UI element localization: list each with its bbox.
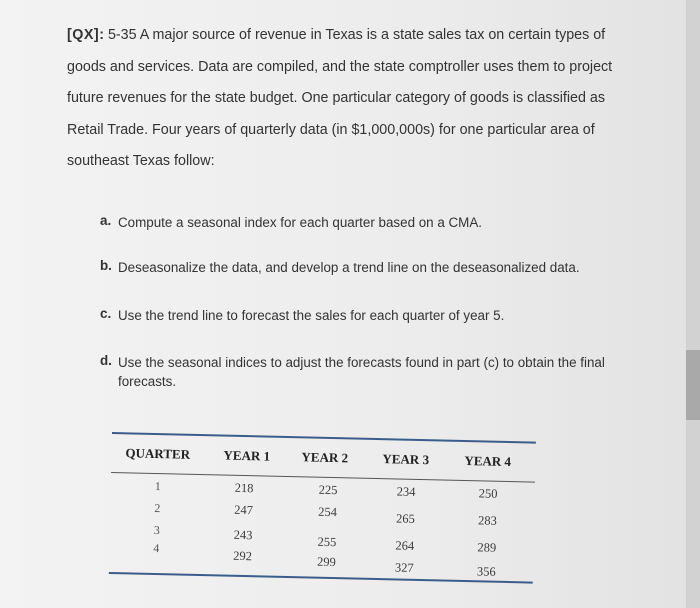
table-cell-r2-y2: 254 bbox=[318, 504, 338, 520]
table-cell-r2-y1: 247 bbox=[234, 502, 254, 518]
part-d-text: Use the seasonal indices to adjust the forecasts found in part (c) to obtain the final forecasts. bbox=[118, 355, 605, 389]
table-cell-r1-y1: 218 bbox=[234, 480, 254, 496]
scrollbar-track[interactable] bbox=[686, 0, 700, 608]
part-c-label: c. bbox=[100, 306, 112, 321]
part-b-text: Deseasonalize the data, and develop a trend line on the deseasonalized data. bbox=[118, 260, 580, 275]
question-text-block bbox=[67, 20, 637, 178]
header-quarter: QUARTER bbox=[125, 445, 191, 462]
table-header-rule bbox=[111, 472, 535, 483]
table-cell-r2-y3: 265 bbox=[395, 511, 416, 526]
table-cell-r1-y3: 234 bbox=[396, 484, 416, 499]
scrollbar-thumb[interactable] bbox=[686, 350, 700, 420]
table-cell-q4: 4 bbox=[153, 540, 160, 556]
question-colon: : bbox=[99, 27, 104, 43]
header-year-1: YEAR 1 bbox=[223, 447, 271, 464]
table-cell-r4-y3: 327 bbox=[394, 560, 414, 575]
sales-table bbox=[108, 432, 536, 602]
table-cell-r4-y1: 292 bbox=[233, 548, 253, 564]
part-d-label: d. bbox=[100, 353, 112, 368]
part-a-text: Compute a seasonal index for each quarter based on a CMA. bbox=[118, 215, 482, 230]
header-year-3: YEAR 3 bbox=[382, 451, 430, 468]
question-tag: [QX] bbox=[67, 27, 100, 43]
table-cell-r3-y4: 289 bbox=[477, 540, 497, 555]
table-cell-r4-y4: 356 bbox=[476, 564, 496, 579]
table-cell-q2: 2 bbox=[154, 500, 161, 516]
table-cell-r3-y3: 264 bbox=[395, 538, 415, 553]
header-year-2: YEAR 2 bbox=[301, 449, 349, 466]
table-cell-r4-y2: 299 bbox=[316, 554, 337, 570]
table-cell-q1: 1 bbox=[154, 478, 161, 494]
table-cell-r3-y1: 243 bbox=[233, 527, 253, 543]
table-top-rule bbox=[112, 432, 536, 444]
table-cell-r1-y2: 225 bbox=[318, 482, 338, 498]
table-bottom-rule bbox=[109, 572, 533, 584]
part-c-text: Use the trend line to forecast the sales for each quarter of year 5. bbox=[118, 308, 505, 323]
table-cell-r3-y2: 255 bbox=[317, 534, 337, 550]
question-body: 5-35 A major source of revenue in Texas is a state sales tax on certain types of goods and services. Data are compiled, and the state comptroller uses them to project future revenues for the state budget. One particular category of goods is classified as Retail Trade. Four years of quarterly data (in $1,000,000s) for one particular area of southeast Texas follow: bbox=[67, 27, 613, 169]
table-cell-r1-y4: 250 bbox=[478, 486, 498, 501]
table-cell-r2-y4: 283 bbox=[477, 513, 497, 528]
part-b-label: b. bbox=[100, 258, 112, 273]
part-a-label: a. bbox=[100, 213, 112, 228]
table-cell-q3: 3 bbox=[153, 522, 160, 538]
header-year-4: YEAR 4 bbox=[464, 453, 512, 470]
